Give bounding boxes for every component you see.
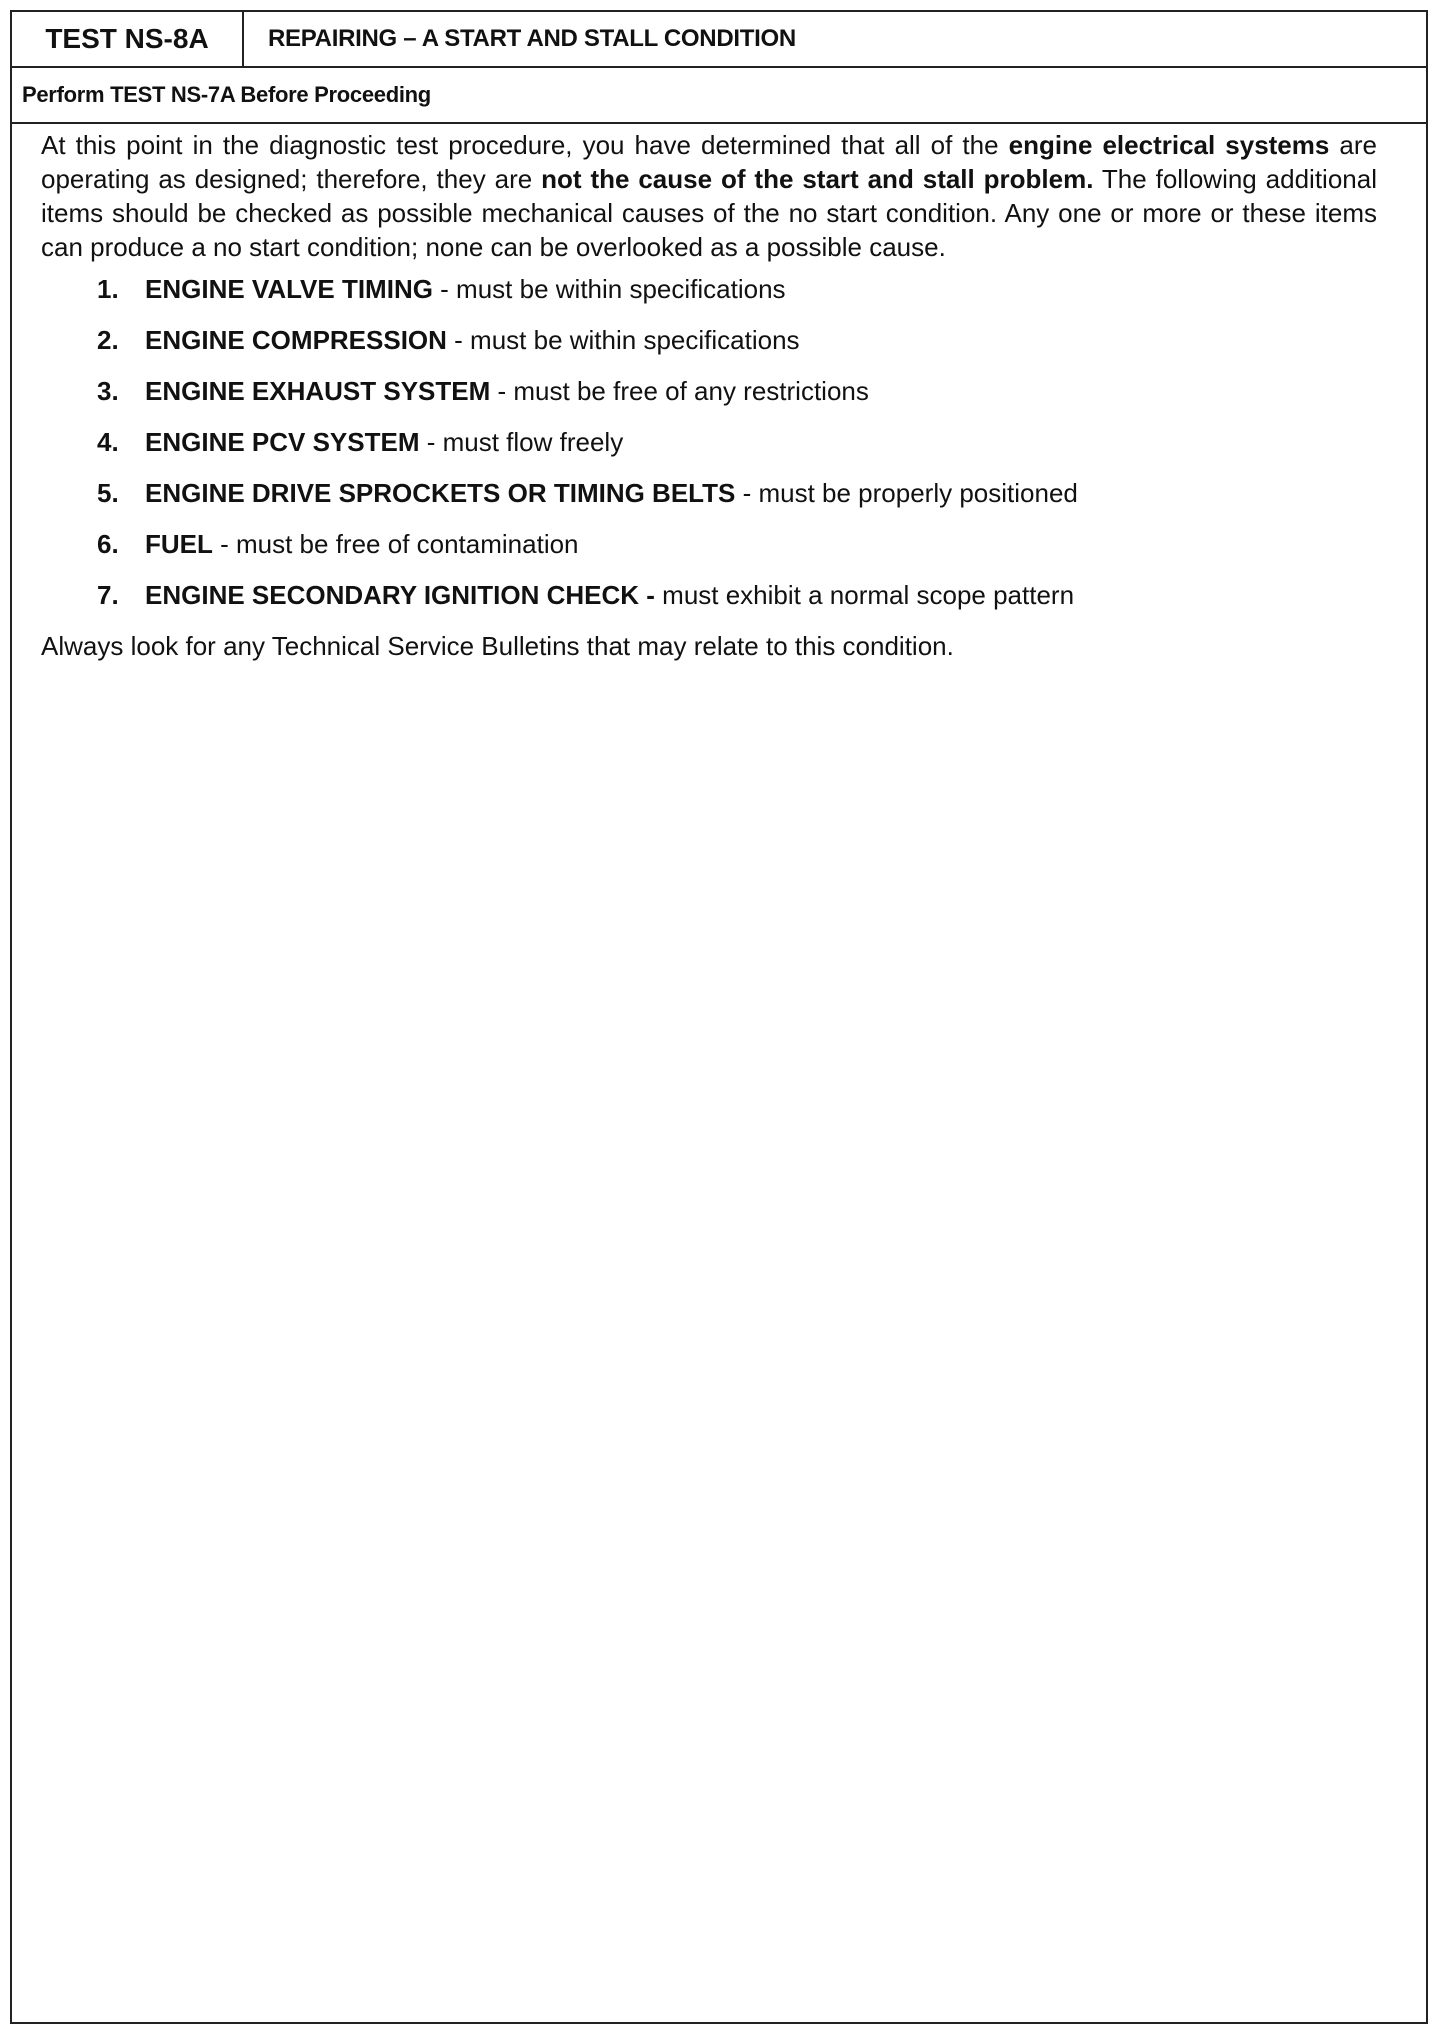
intro-text-2: are operating as designed; therefore, they are bbox=[41, 130, 1378, 194]
check-item bbox=[97, 527, 1377, 561]
intro-paragraph bbox=[41, 128, 1377, 264]
check-item bbox=[97, 425, 1377, 459]
check-name: ENGINE PCV SYSTEM bbox=[145, 427, 420, 457]
prerequisite-text: Perform TEST NS-7A Before Proceeding bbox=[22, 82, 431, 107]
procedure-body bbox=[41, 128, 1377, 663]
check-description: - must be properly positioned bbox=[735, 478, 1078, 508]
check-name: ENGINE DRIVE SPROCKETS OR TIMING BELTS bbox=[145, 478, 736, 508]
check-number: 7. bbox=[97, 580, 119, 610]
check-description: must exhibit a normal scope pattern bbox=[654, 580, 1075, 610]
test-id: TEST NS-8A bbox=[12, 12, 244, 66]
check-description: - must be free of contamination bbox=[212, 529, 579, 559]
check-number: 5. bbox=[97, 478, 119, 508]
closing-note: Always look for any Technical Service Bulletins that may relate to this condition. bbox=[41, 631, 954, 661]
intro-text-3: The following additional items should be checked as possible mechanical causes of the no start condition. Any one or more or these items can produce a no start condition; none can be overlooked as a possible cause. bbox=[41, 164, 1377, 262]
test-title: REPAIRING – A START AND STALL CONDITION bbox=[268, 25, 796, 52]
check-item bbox=[97, 323, 1377, 357]
check-number: 4. bbox=[97, 427, 119, 457]
check-name: FUEL bbox=[145, 529, 213, 559]
check-description: - must be within specifications bbox=[432, 274, 786, 304]
prerequisite-row bbox=[12, 68, 1426, 124]
check-item bbox=[97, 374, 1377, 408]
header-row bbox=[12, 12, 1426, 68]
check-number: 1. bbox=[97, 274, 119, 304]
check-item bbox=[97, 476, 1377, 510]
check-number: 2. bbox=[97, 325, 119, 355]
check-item bbox=[97, 578, 1377, 612]
check-description: - must be within specifications bbox=[446, 325, 800, 355]
intro-text-1: At this point in the diagnostic test procedure, you have determined that all of the bbox=[41, 130, 1009, 160]
check-name: ENGINE EXHAUST SYSTEM bbox=[145, 376, 491, 406]
check-name: ENGINE SECONDARY IGNITION CHECK - bbox=[145, 580, 655, 610]
check-description: - must be free of any restrictions bbox=[490, 376, 869, 406]
check-number: 6. bbox=[97, 529, 119, 559]
check-item bbox=[97, 272, 1377, 306]
check-name: ENGINE COMPRESSION bbox=[145, 325, 447, 355]
intro-bold-2: not the cause of the start and stall problem. bbox=[541, 164, 1094, 194]
check-name: ENGINE VALVE TIMING bbox=[145, 274, 433, 304]
check-number: 3. bbox=[97, 376, 119, 406]
intro-bold-1: engine electrical systems bbox=[1008, 130, 1330, 160]
check-description: - must flow freely bbox=[419, 427, 624, 457]
check-list bbox=[41, 272, 1377, 612]
